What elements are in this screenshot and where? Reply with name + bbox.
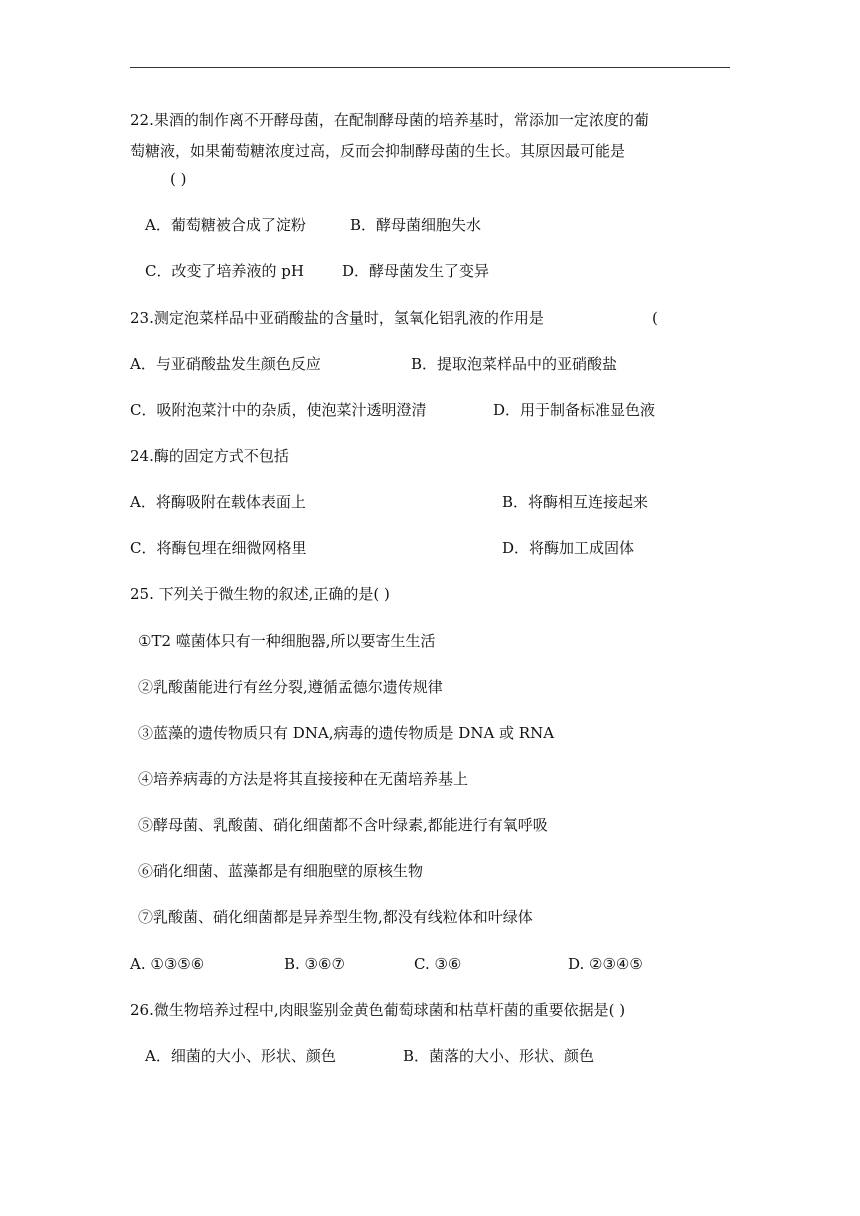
q22-stem-line1: 22.果酒的制作离不开酵母菌，在配制酵母菌的培养基时，常添加一定浓度的葡 xyxy=(130,111,649,129)
q25-statement-7: ⑦乳酸菌、硝化细菌都是异养型生物,都没有线粒体和叶绿体 xyxy=(138,908,533,926)
q25-stem: 25. 下列关于微生物的叙述,正确的是( ) xyxy=(130,585,390,603)
q23-option-a: A．与亚硝酸盐发生颜色反应 xyxy=(130,355,321,373)
q23-option-b: B．提取泡菜样品中的亚硝酸盐 xyxy=(411,355,618,373)
q26-stem: 26.微生物培养过程中,肉眼鉴别金黄色葡萄球菌和枯草杆菌的重要依据是( ) xyxy=(130,1001,626,1019)
q23-option-d: D．用于制备标准显色液 xyxy=(493,401,656,419)
q25-statement-6: ⑥硝化细菌、蓝藻都是有细胞壁的原核生物 xyxy=(138,862,424,880)
q22-stem-line2: 萄糖液，如果葡萄糖浓度过高，反而会抑制酵母菌的生长。其原因最可能是 xyxy=(130,142,626,160)
q22-option-c: C．改变了培养液的 pH xyxy=(145,262,304,280)
q25-statement-3: ③蓝藻的遗传物质只有 DNA,病毒的遗传物质是 DNA 或 RNA xyxy=(138,724,555,742)
q25-option-b: B. ③⑥⑦ xyxy=(284,955,345,973)
q26-option-b: B．菌落的大小、形状、颜色 xyxy=(403,1047,595,1065)
q22-option-b: B．酵母菌细胞失水 xyxy=(350,216,482,234)
q22-option-d: D．酵母菌发生了变异 xyxy=(342,262,490,280)
q26-option-a: A．细菌的大小、形状、颜色 xyxy=(145,1047,336,1065)
q22-answer-paren: ( ) xyxy=(170,170,187,188)
q25-option-a: A. ①③⑤⑥ xyxy=(130,955,205,973)
q23-option-c: C．吸附泡菜汁中的杂质，使泡菜汁透明澄清 xyxy=(130,401,427,419)
q24-option-a: A．将酶吸附在载体表面上 xyxy=(130,493,306,511)
q23-answer-paren: ( xyxy=(652,309,658,327)
q24-option-d: D．将酶加工成固体 xyxy=(502,539,635,557)
q24-stem: 24.酶的固定方式不包括 xyxy=(130,447,289,465)
q23-stem: 23.测定泡菜样品中亚硝酸盐的含量时，氢氧化铝乳液的作用是 xyxy=(130,309,544,327)
q22-option-a: A．葡萄糖被合成了淀粉 xyxy=(145,216,306,234)
q25-statement-2: ②乳酸菌能进行有丝分裂,遵循孟德尔遗传规律 xyxy=(138,678,443,696)
q25-option-d: D. ②③④⑤ xyxy=(568,955,643,973)
q25-statement-4: ④培养病毒的方法是将其直接接种在无菌培养基上 xyxy=(138,770,469,788)
q24-option-b: B．将酶相互连接起来 xyxy=(502,493,649,511)
q25-statement-5: ⑤酵母菌、乳酸菌、硝化细菌都不含叶绿素,都能进行有氧呼吸 xyxy=(138,816,548,834)
q25-option-c: C. ③⑥ xyxy=(414,955,462,973)
q25-statement-1: ①T2 噬菌体只有一种细胞器,所以要寄生生活 xyxy=(138,632,436,650)
q24-option-c: C．将酶包埋在细微网格里 xyxy=(130,539,307,557)
header-rule xyxy=(130,67,730,68)
